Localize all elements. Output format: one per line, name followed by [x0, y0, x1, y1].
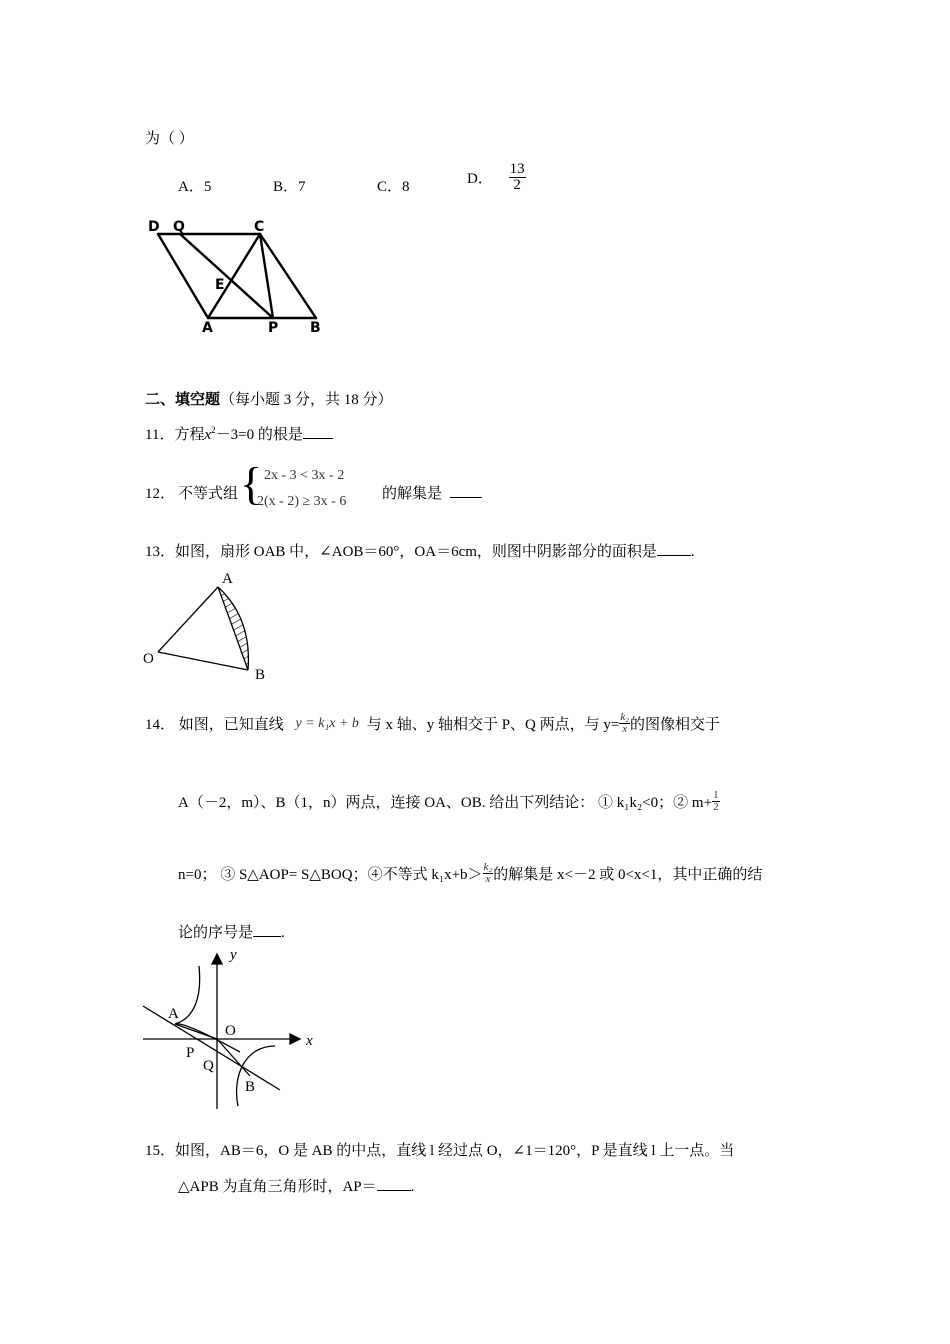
parallelogram-figure — [140, 212, 340, 337]
section2-note: （每小题 3 分，共 18 分） — [220, 392, 393, 408]
q10-tail: 为（ ） — [145, 131, 194, 147]
q12-blank[interactable] — [450, 483, 482, 498]
label-B: B — [310, 320, 321, 336]
q14-half: $\frac{1}{2}$ — [713, 789, 719, 813]
label-O: O — [143, 651, 154, 667]
label-A: A — [168, 1006, 179, 1022]
q14-k2-over-x-2: $\frac{\text{k₂}}{x}$ — [483, 861, 493, 885]
q14-line2: A（－2，m）、B（1，n）两点，连接 OA、OB. 给出下列结论： ① k₁k₂<0；② m+ $\frac{1}{2}$ — [178, 789, 719, 813]
q10-option-d-fraction: $\frac{13}{2}$ — [509, 161, 525, 193]
q14-k2-over-x: $\frac{\text{k₂}}{x}$ — [620, 711, 630, 735]
label-E: E — [215, 277, 225, 293]
label-A: A — [222, 571, 233, 587]
label-B: B — [255, 667, 266, 683]
q14-line3: n=0； ③ S△AOP= S△BOQ；④不等式 k₁x+b＞ $\frac{\text{k₂}}{x}$ 的解集是 x<－2 或 0<x<1，其中正确的结 — [178, 861, 763, 885]
q10-option-a: A．5 — [178, 179, 212, 195]
q15-line2: △APB 为直角三角形时，AP＝ . — [178, 1175, 414, 1196]
label-Q: Q — [203, 1058, 214, 1074]
label-D: D — [148, 219, 160, 235]
q11: 11．方程$x^2-3=0$ 的根是 — [145, 423, 333, 444]
q10-option-c: C．8 — [377, 179, 410, 195]
q14-line4: 论的序号是 . — [178, 921, 285, 942]
axis-y-label: y — [230, 947, 237, 963]
section2-title: 二、填空题 — [145, 392, 221, 408]
sector-figure — [140, 566, 280, 686]
label-P: P — [186, 1045, 195, 1061]
q15-blank[interactable] — [377, 1176, 411, 1191]
q11-blank[interactable] — [303, 424, 333, 439]
label-P: P — [268, 320, 279, 336]
label-O: O — [225, 1023, 236, 1039]
label-A: A — [202, 320, 213, 336]
q14-blank[interactable] — [253, 922, 281, 937]
q15-line1: 15．如图，AB＝6，O 是 AB 的中点，直线 l 经过点 O，∠1＝120°，P 是直线 l 上一点。当 — [145, 1143, 735, 1159]
q12-brace: { — [240, 458, 263, 509]
q14-line1: 14． 如图，已知直线 y = k₁x + b 与 x 轴、y 轴相交于 P、Q 两点，与 y= $\frac{\text{k₂}}{x}$ 的图像相交于 — [145, 711, 721, 735]
q10-option-d — [467, 162, 526, 193]
q13: 13．如图，扇形 OAB 中，∠AOB＝60°，OA＝6cm，则图中阴影部分的面积是 . — [145, 540, 695, 561]
q10-option-b: B．7 — [273, 179, 306, 195]
label-B: B — [245, 1079, 256, 1095]
label-Q: Q — [173, 219, 185, 235]
q10-option-d-label: D． — [467, 171, 493, 187]
section2-heading — [145, 388, 393, 409]
axis-x-label: x — [306, 1033, 313, 1049]
coordinate-figure — [140, 944, 325, 1114]
label-C: C — [254, 219, 265, 235]
q13-blank[interactable] — [657, 541, 691, 556]
